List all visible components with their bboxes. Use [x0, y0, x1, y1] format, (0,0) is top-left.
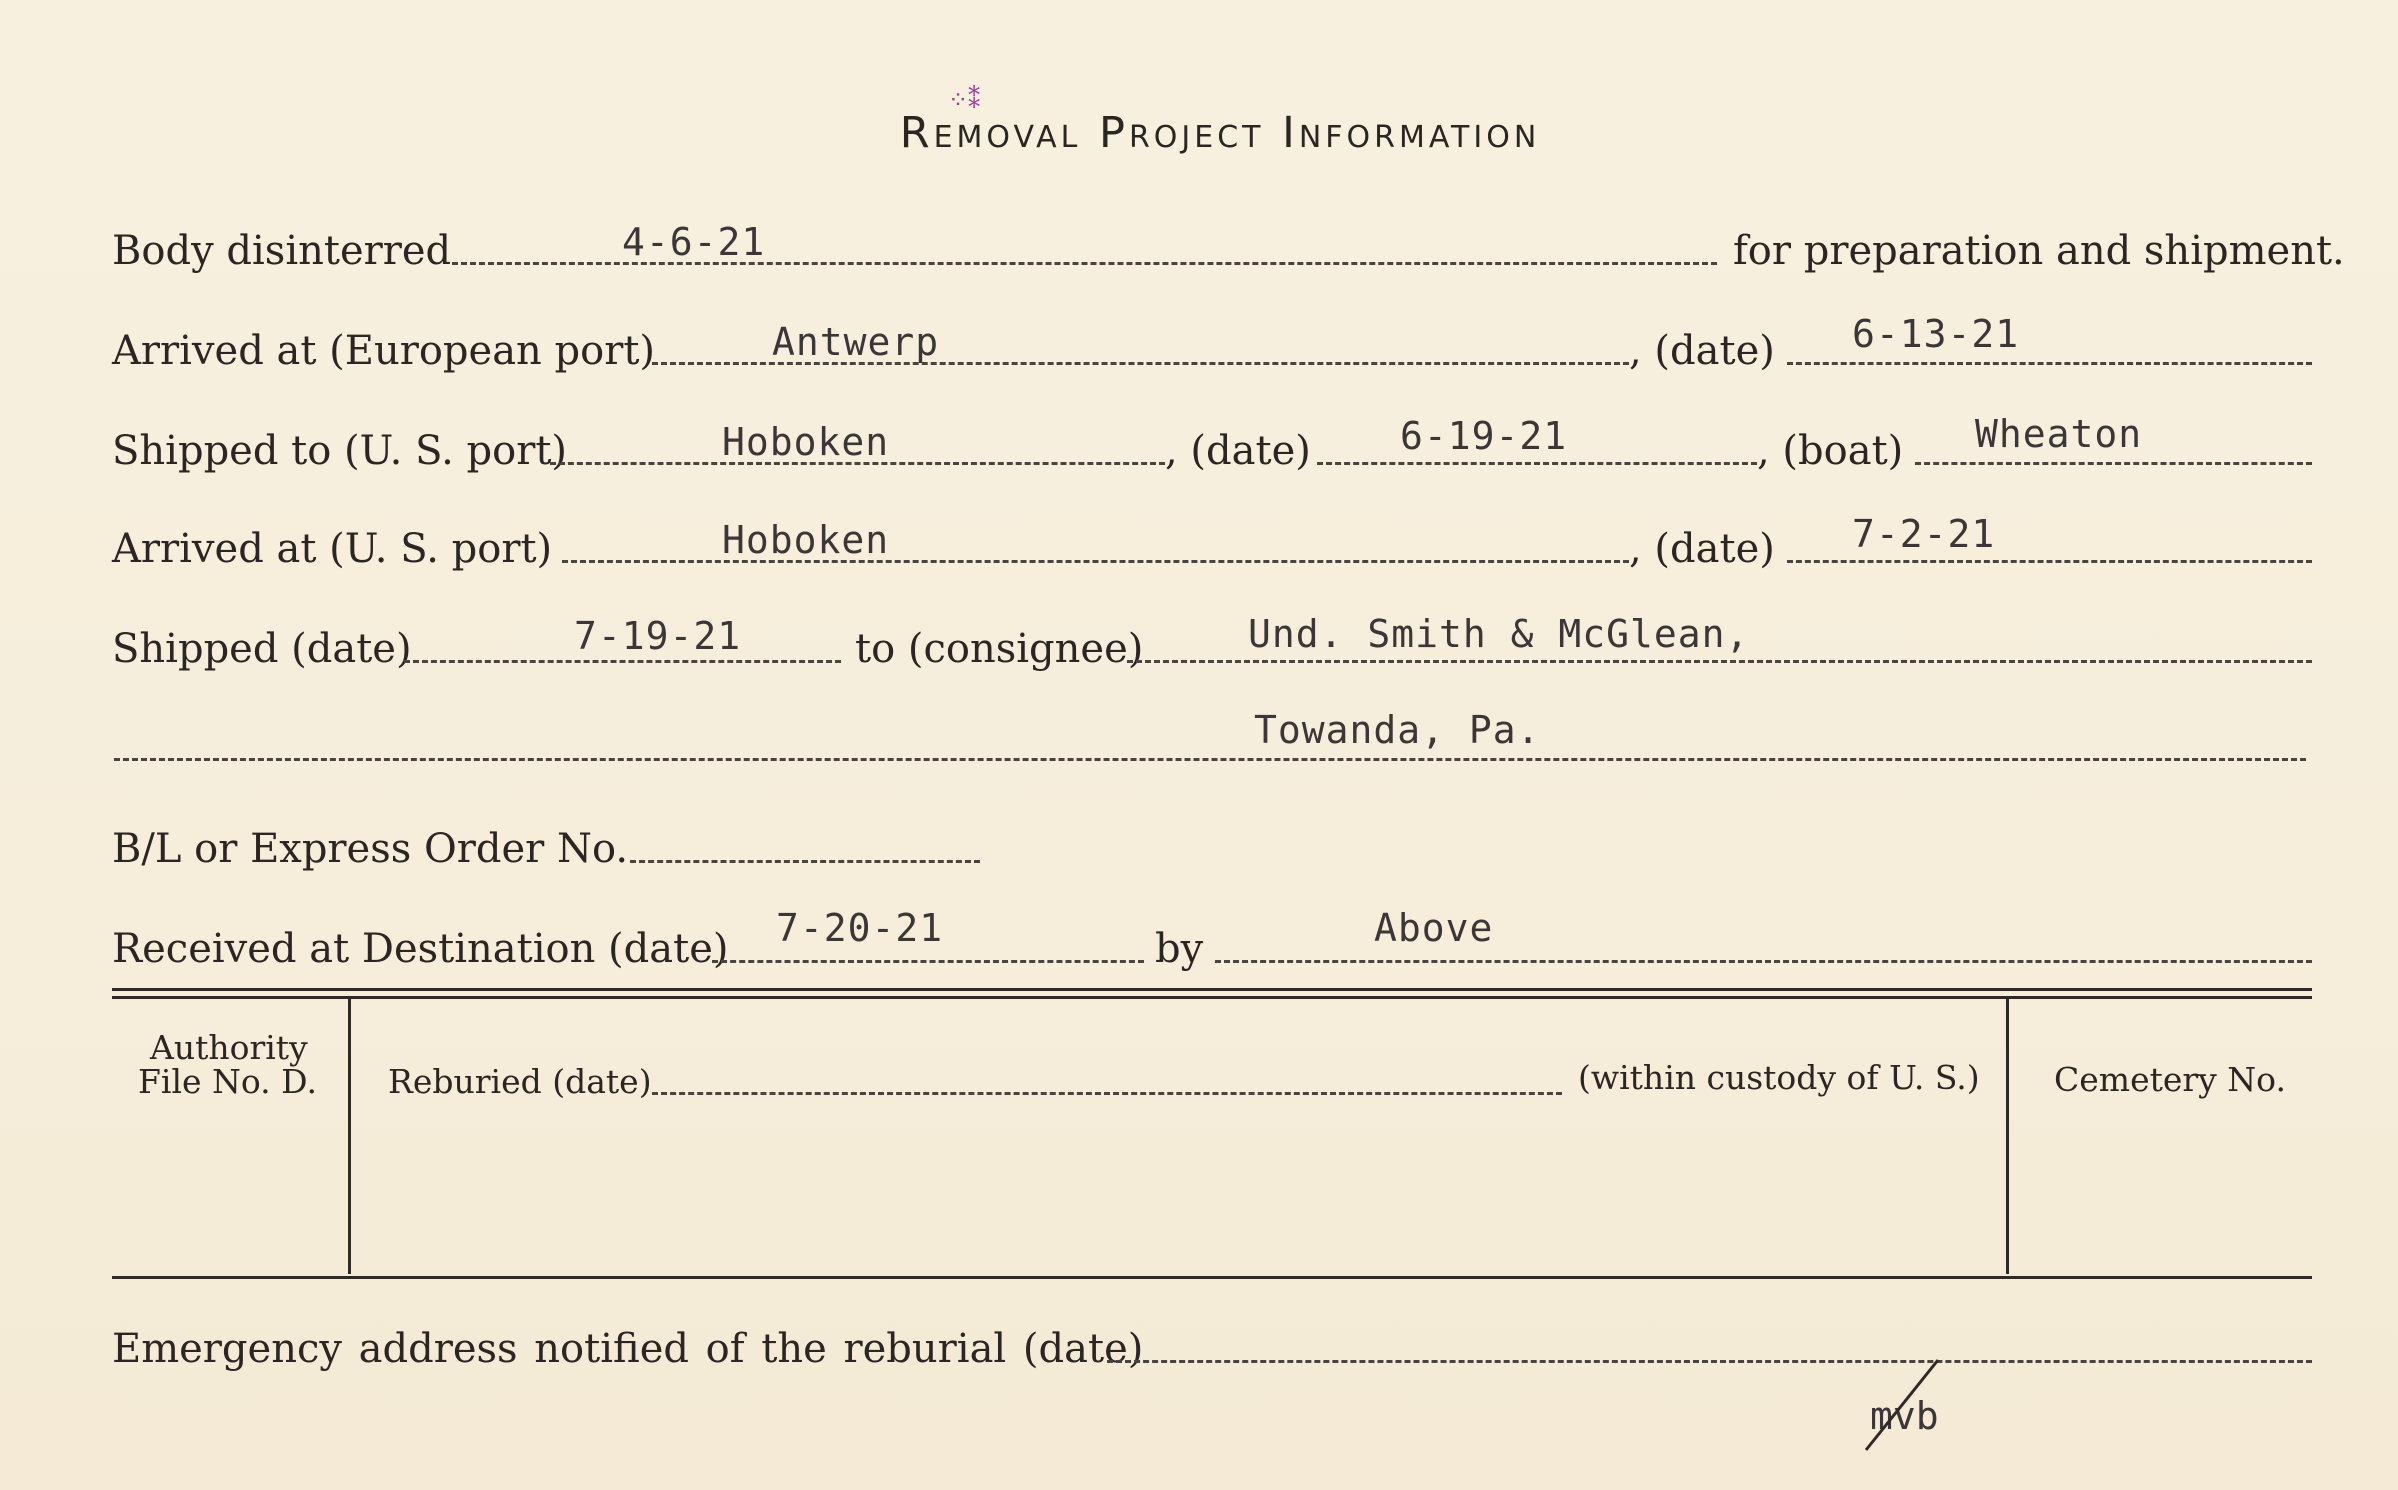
ink-stamp-mark: ⁘⁑ [948, 86, 981, 114]
arrived-us-date-label: , (date) [1629, 526, 1775, 572]
arrived-european-date-label: , (date) [1629, 328, 1775, 374]
arrived-us-port-label: Arrived at (U. S. port) [112, 526, 553, 572]
arrived-us-port-value: Hoboken [722, 518, 890, 562]
shipped-date-line [404, 660, 841, 663]
received-destination-line [712, 960, 1144, 963]
shipped-date-value: 7-19-21 [574, 614, 742, 658]
table-top-rule [112, 988, 2312, 991]
received-by-line [1215, 960, 2312, 963]
received-by-value: Above [1374, 906, 1494, 950]
received-destination-label: Received at Destination (date) [112, 926, 729, 972]
table-divider-right [2006, 999, 2009, 1274]
shipped-us-boat-line [1915, 462, 2312, 465]
table-bottom-rule [112, 1276, 2312, 1279]
shipped-us-date-label: , (date) [1165, 428, 1311, 474]
consignee-line [1127, 660, 2312, 663]
arrived-european-date-line [1787, 362, 2312, 365]
bl-express-order-label: B/L or Express Order No. [112, 826, 629, 872]
authority-label-line2: File No. D. [138, 1062, 317, 1101]
bl-express-order-line [630, 860, 980, 863]
table-top-rule-inner [112, 996, 2312, 999]
shipped-us-port-value: Hoboken [722, 420, 890, 464]
card-title: Removal Project Information [899, 108, 1541, 158]
shipped-date-label: Shipped (date) [112, 626, 412, 672]
received-by-label: by [1155, 926, 1204, 972]
custody-label: (within custody of U. S.) [1578, 1058, 1980, 1097]
shipped-us-boat-value: Wheaton [1975, 412, 2143, 456]
authority-label-line1: Authority [150, 1028, 308, 1067]
body-disinterred-value: 4-6-21 [622, 220, 766, 264]
shipped-us-boat-label: , (boat) [1757, 428, 1904, 474]
arrived-european-port-value: Antwerp [772, 320, 940, 364]
consignee-value: Und. Smith & McGlean, [1248, 612, 1750, 656]
arrived-us-date-line [1787, 560, 2312, 563]
shipped-us-date-value: 6-19-21 [1400, 414, 1568, 458]
received-destination-value: 7-20-21 [776, 906, 944, 950]
table-divider-left [348, 999, 351, 1274]
emergency-address-label: Emergency address notified of the reburial (date) [112, 1326, 1144, 1372]
initials-strike-mark [1862, 1356, 1942, 1456]
emergency-address-line [1107, 1360, 2312, 1363]
consignee-line2 [114, 758, 2306, 761]
reburied-date-label: Reburied (date) [388, 1062, 652, 1101]
clerk-initials: mvb [1870, 1394, 1939, 1438]
cemetery-no-label: Cemetery No. [2054, 1060, 2286, 1099]
consignee-label: to (consignee) [855, 626, 1144, 672]
arrived-european-port-label: Arrived at (European port) [112, 328, 656, 374]
arrived-us-date-value: 7-2-21 [1852, 512, 1996, 556]
consignee-value-line2: Towanda, Pa. [1254, 708, 1541, 752]
arrived-european-date-value: 6-13-21 [1852, 312, 2020, 356]
preparation-shipment-text: for preparation and shipment. [1733, 228, 2345, 274]
reburied-date-line [652, 1092, 1562, 1095]
body-disinterred-label: Body disinterred [112, 228, 452, 274]
shipped-us-port-label: Shipped to (U. S. port) [112, 428, 567, 474]
shipped-us-date-line [1317, 462, 1757, 465]
